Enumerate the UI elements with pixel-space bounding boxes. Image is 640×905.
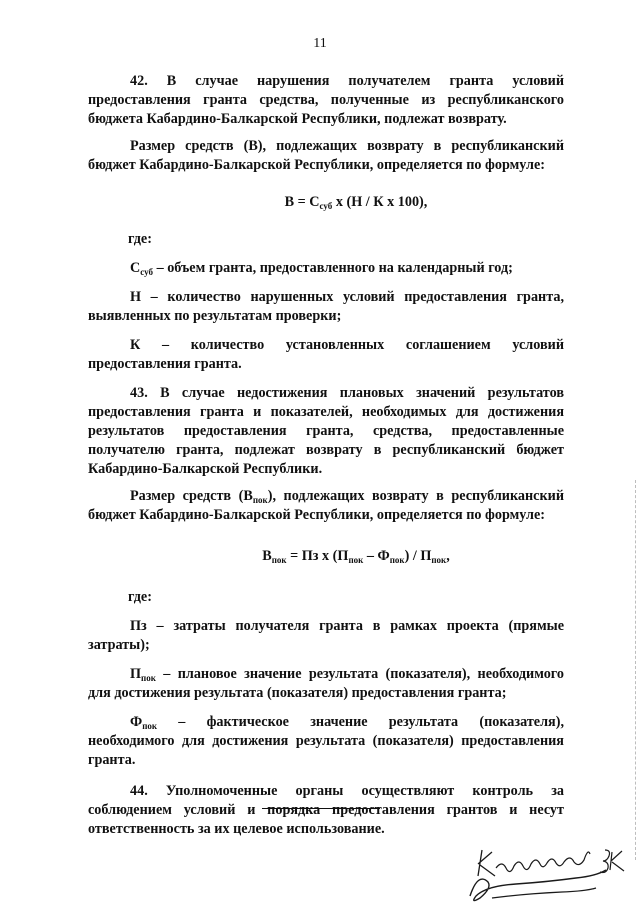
formula-part: = Пз х (П bbox=[286, 548, 349, 564]
where-label-2: где: bbox=[128, 589, 152, 605]
definition-text: – количество нарушенных условий предоставления гранта, выявленных по результатам проверки; bbox=[88, 289, 564, 324]
scan-edge bbox=[635, 480, 638, 860]
definition-fpok bbox=[88, 713, 564, 770]
paragraph-43-size-a: Размер средств (В bbox=[130, 488, 253, 504]
definition-n bbox=[88, 288, 564, 326]
handwritten-signature bbox=[440, 838, 640, 905]
definition-ppok bbox=[88, 665, 564, 703]
paragraph-43-size bbox=[88, 487, 564, 525]
definition-symbol-sub: пок bbox=[141, 673, 156, 683]
formula-bpok bbox=[88, 547, 564, 566]
document-body bbox=[88, 72, 564, 847]
definition-symbol: К bbox=[130, 337, 141, 353]
paragraph-42: 42. В случае нарушения получателем гранта условий предоставления гранта средства, полученные из республиканского бюджета Кабардино-Балкарской Республики, подлежат возврату. bbox=[88, 73, 564, 127]
formula-b bbox=[88, 193, 564, 212]
definition-csub bbox=[88, 259, 564, 278]
formula-sub: пок bbox=[348, 555, 364, 565]
formula-b-sub: суб bbox=[319, 201, 333, 211]
definition-text: – объем гранта, предоставленного на календарный год; bbox=[153, 260, 513, 276]
definition-symbol: Ф bbox=[130, 714, 143, 730]
formula-sub: пок bbox=[389, 555, 405, 565]
paragraph-44: 44. Уполномоченные органы осуществляют контроль за соблюдением условий и порядка предоставления грантов и несут ответственность за их целевое использование. bbox=[88, 783, 564, 837]
definition-text: – плановое значение результата (показателя), необходимого для достижения результата (показателя) предоставления гранта; bbox=[88, 666, 564, 701]
definition-symbol: С bbox=[130, 260, 141, 276]
paragraph-43-size-b: ), подлежащих возврату в республиканский бюджет Кабардино-Балкарской Республики, определяется по формуле: bbox=[88, 488, 565, 523]
definition-text: – количество установленных соглашением условий предоставления гранта. bbox=[88, 337, 564, 372]
definition-k bbox=[88, 336, 564, 374]
definition-symbol: Н bbox=[130, 289, 142, 305]
formula-sub: пок bbox=[431, 555, 447, 565]
formula-part: ) / П bbox=[404, 548, 432, 564]
formula-part: – Ф bbox=[363, 548, 390, 564]
definition-symbol-sub: пок bbox=[142, 721, 158, 731]
definition-symbol: Пз bbox=[130, 618, 147, 634]
page-number: 11 bbox=[313, 36, 327, 51]
formula-part: , bbox=[446, 548, 450, 564]
paragraph-42-size: Размер средств (В), подлежащих возврату в республиканский бюджет Кабардино-Балкарской Республики, определяется по формуле: bbox=[88, 138, 564, 173]
definition-text: – затраты получателя гранта в рамках проекта (прямые затраты); bbox=[88, 618, 564, 653]
formula-sub: пок bbox=[271, 555, 287, 565]
definition-text: – фактическое значение результата (показателя), необходимого для достижения результата (показателя) предоставления гранта. bbox=[88, 714, 564, 768]
paragraph-43: 43. В случае недостижения плановых значений результатов предоставления гранта и показателей, необходимых для достижения результатов предоставления гранта, средства, предоставленные получателю гранта, подлежат возврату в республиканский бюджет Кабардино-Балкарской Республики. bbox=[88, 385, 564, 477]
formula-b-lhs: В = С bbox=[284, 194, 320, 210]
where-label: где: bbox=[128, 231, 152, 247]
formula-b-rhs: х (Н / К х 100), bbox=[332, 194, 428, 210]
separator-line bbox=[262, 808, 380, 809]
definition-symbol-sub: суб bbox=[140, 267, 154, 277]
definition-symbol: П bbox=[130, 666, 142, 682]
paragraph-43-size-sub: пок bbox=[252, 495, 268, 505]
definition-pz bbox=[88, 617, 564, 655]
formula-part: В bbox=[262, 548, 272, 564]
